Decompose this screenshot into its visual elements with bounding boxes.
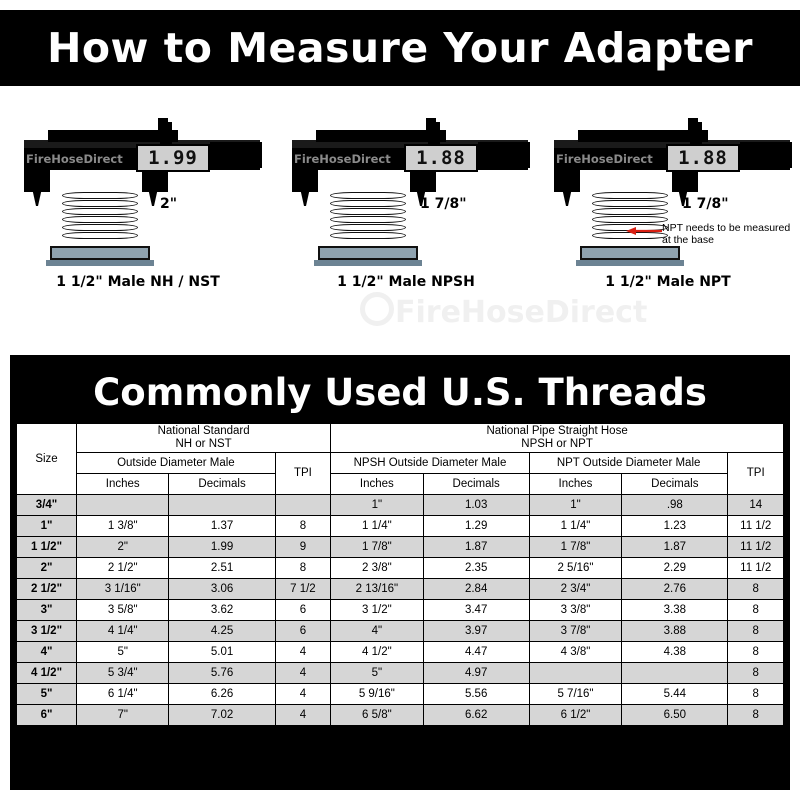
cell-nh-dec: 4.25 bbox=[169, 621, 275, 642]
caliper-thumb-post bbox=[158, 118, 168, 132]
header-size: Size bbox=[17, 424, 77, 495]
cell-npsh-in: 3 1/2" bbox=[331, 600, 423, 621]
cell-nh-dec: 3.06 bbox=[169, 579, 275, 600]
cell-npsh-in: 1" bbox=[331, 495, 423, 516]
header-npt-tpi: TPI bbox=[728, 453, 784, 495]
header-nh-tpi: TPI bbox=[275, 453, 330, 495]
cell-nh-in: 7" bbox=[77, 705, 169, 726]
cell-npsh-in: 5" bbox=[331, 663, 423, 684]
cell-size: 4 1/2" bbox=[17, 663, 77, 684]
cell-nh-in: 3 5/8" bbox=[77, 600, 169, 621]
cell-npt-in: 1" bbox=[529, 495, 621, 516]
thread-stack bbox=[62, 192, 138, 246]
cell-npt-dec: 4.38 bbox=[622, 642, 728, 663]
watermark-strip-text: FireHoseDirect bbox=[556, 152, 653, 166]
table-row bbox=[17, 579, 784, 600]
cell-nh-tpi: 9 bbox=[275, 537, 330, 558]
cell-nh-in: 3 1/16" bbox=[77, 579, 169, 600]
cell-npsh-dec: 1.03 bbox=[423, 495, 529, 516]
caliper-display bbox=[666, 144, 740, 172]
cell-size: 2 1/2" bbox=[17, 579, 77, 600]
diagram-area bbox=[0, 100, 800, 350]
cell-nh-dec: 3.62 bbox=[169, 600, 275, 621]
cell-nh-tpi: 7 1/2 bbox=[275, 579, 330, 600]
cell-size: 3/4" bbox=[17, 495, 77, 516]
caliper-thumb-post bbox=[426, 118, 436, 132]
caliper-display bbox=[136, 144, 210, 172]
thread-base-shadow bbox=[576, 260, 684, 266]
cell-npt-tpi: 14 bbox=[728, 495, 784, 516]
cell-nh-in: 5 3/4" bbox=[77, 663, 169, 684]
cell-npt-tpi: 8 bbox=[728, 642, 784, 663]
page-title-bar bbox=[0, 10, 800, 86]
table-row bbox=[17, 558, 784, 579]
thread-stack bbox=[330, 192, 406, 246]
cell-npt-dec: 2.76 bbox=[622, 579, 728, 600]
caliper-fixed-jaw-tip bbox=[32, 188, 42, 206]
cell-npt-tpi: 8 bbox=[728, 684, 784, 705]
cell-nh-in: 5" bbox=[77, 642, 169, 663]
cell-npsh-in: 2 3/8" bbox=[331, 558, 423, 579]
cell-nh-in: 4 1/4" bbox=[77, 621, 169, 642]
thread-base-shadow bbox=[46, 260, 154, 266]
cell-npsh-in: 2 13/16" bbox=[331, 579, 423, 600]
cell-nh-tpi bbox=[275, 495, 330, 516]
header-nh-od: Outside Diameter Male bbox=[77, 453, 276, 474]
cell-size: 2" bbox=[17, 558, 77, 579]
cell-npt-tpi: 8 bbox=[728, 705, 784, 726]
cell-nh-tpi: 6 bbox=[275, 600, 330, 621]
cell-nh-dec bbox=[169, 495, 275, 516]
cell-npsh-dec: 6.62 bbox=[423, 705, 529, 726]
cell-npsh-in: 1 1/4" bbox=[331, 516, 423, 537]
header-npt-od: NPT Outside Diameter Male bbox=[529, 453, 728, 474]
cell-nh-tpi: 4 bbox=[275, 642, 330, 663]
diagram-caption-1: 1 1/2" Male NH / NST bbox=[56, 274, 220, 290]
header-national-standard bbox=[77, 424, 331, 453]
table-row bbox=[17, 663, 784, 684]
table-row bbox=[17, 600, 784, 621]
caliper-fixed-jaw bbox=[292, 148, 318, 192]
cell-npsh-in: 4 1/2" bbox=[331, 642, 423, 663]
caliper-fixed-jaw-tip bbox=[300, 188, 310, 206]
cell-npt-in: 6 1/2" bbox=[529, 705, 621, 726]
caliper-diagram-1 bbox=[10, 100, 266, 300]
cell-size: 1" bbox=[17, 516, 77, 537]
cell-nh-in: 6 1/4" bbox=[77, 684, 169, 705]
cell-size: 3 1/2" bbox=[17, 621, 77, 642]
cell-npt-dec: .98 bbox=[622, 495, 728, 516]
cell-npsh-in: 1 7/8" bbox=[331, 537, 423, 558]
cell-npsh-dec: 3.97 bbox=[423, 621, 529, 642]
cell-nh-in: 2 1/2" bbox=[77, 558, 169, 579]
cell-nh-dec: 2.51 bbox=[169, 558, 275, 579]
cell-npsh-in: 4" bbox=[331, 621, 423, 642]
cell-npt-in bbox=[529, 663, 621, 684]
header-ns-line2: NH or NST bbox=[175, 438, 232, 450]
cell-npt-dec bbox=[622, 663, 728, 684]
cell-nh-in: 1 3/8" bbox=[77, 516, 169, 537]
watermark-text: FireHoseDirect bbox=[395, 295, 648, 330]
cell-npsh-dec: 4.97 bbox=[423, 663, 529, 684]
cell-npsh-dec: 5.56 bbox=[423, 684, 529, 705]
header-pipe-straight bbox=[331, 424, 784, 453]
cell-size: 3" bbox=[17, 600, 77, 621]
cell-npt-dec: 5.44 bbox=[622, 684, 728, 705]
thread-stack bbox=[592, 192, 668, 246]
cell-nh-tpi: 4 bbox=[275, 684, 330, 705]
thread-base-shadow bbox=[314, 260, 422, 266]
cell-npt-tpi: 8 bbox=[728, 621, 784, 642]
table-row bbox=[17, 537, 784, 558]
caliper-fixed-jaw bbox=[24, 148, 50, 192]
cell-npt-in: 1 7/8" bbox=[529, 537, 621, 558]
caliper-tail bbox=[210, 142, 262, 168]
cell-nh-dec: 5.01 bbox=[169, 642, 275, 663]
cell-npt-tpi: 11 1/2 bbox=[728, 516, 784, 537]
cell-npsh-dec: 1.87 bbox=[423, 537, 529, 558]
header-ps-line2: NPSH or NPT bbox=[521, 438, 593, 450]
cell-nh-in: 2" bbox=[77, 537, 169, 558]
diagram-caption-3: 1 1/2" Male NPT bbox=[605, 274, 731, 290]
header-npt-decimals: Decimals bbox=[622, 474, 728, 495]
table-row bbox=[17, 621, 784, 642]
cell-npt-dec: 3.38 bbox=[622, 600, 728, 621]
cell-nh-dec: 1.37 bbox=[169, 516, 275, 537]
cell-npt-dec: 2.29 bbox=[622, 558, 728, 579]
cell-nh-dec: 7.02 bbox=[169, 705, 275, 726]
caliper-diagram-3 bbox=[540, 100, 796, 300]
table-row bbox=[17, 684, 784, 705]
npt-arrow-icon bbox=[626, 226, 662, 236]
caliper-tail bbox=[478, 142, 530, 168]
cell-nh-tpi: 8 bbox=[275, 516, 330, 537]
thread-base bbox=[50, 246, 150, 260]
threads-table bbox=[16, 423, 784, 726]
cell-npsh-in: 6 5/8" bbox=[331, 705, 423, 726]
header-ns-line1: National Standard bbox=[157, 425, 250, 437]
measure-label-2: 1 7/8" bbox=[420, 196, 467, 212]
header-nh-inches: Inches bbox=[77, 474, 169, 495]
cell-size: 1 1/2" bbox=[17, 537, 77, 558]
measure-label-3: 1 7/8" bbox=[682, 196, 729, 212]
cell-npt-tpi: 8 bbox=[728, 600, 784, 621]
table-row bbox=[17, 705, 784, 726]
cell-npsh-dec: 1.29 bbox=[423, 516, 529, 537]
cell-size: 5" bbox=[17, 684, 77, 705]
cell-npt-in: 5 7/16" bbox=[529, 684, 621, 705]
cell-npt-in: 4 3/8" bbox=[529, 642, 621, 663]
table-header-row-groups bbox=[17, 424, 784, 453]
cell-nh-dec: 6.26 bbox=[169, 684, 275, 705]
cell-size: 4" bbox=[17, 642, 77, 663]
watermark-strip-text: FireHoseDirect bbox=[26, 152, 123, 166]
cell-npt-dec: 6.50 bbox=[622, 705, 728, 726]
cell-npsh-dec: 4.47 bbox=[423, 642, 529, 663]
cell-npt-in: 2 5/16" bbox=[529, 558, 621, 579]
header-npsh-inches: Inches bbox=[331, 474, 423, 495]
caliper-reading: 1.99 bbox=[148, 147, 198, 169]
cell-nh-tpi: 4 bbox=[275, 663, 330, 684]
cell-nh-dec: 5.76 bbox=[169, 663, 275, 684]
cell-nh-tpi: 6 bbox=[275, 621, 330, 642]
cell-npt-in: 1 1/4" bbox=[529, 516, 621, 537]
caliper-thumb-post bbox=[688, 118, 698, 132]
cell-npt-in: 2 3/4" bbox=[529, 579, 621, 600]
watermark-strip-text: FireHoseDirect bbox=[294, 152, 391, 166]
header-npsh-od: NPSH Outside Diameter Male bbox=[331, 453, 530, 474]
thread-base bbox=[318, 246, 418, 260]
cell-npsh-dec: 3.47 bbox=[423, 600, 529, 621]
cell-npsh-in: 5 9/16" bbox=[331, 684, 423, 705]
header-npsh-decimals: Decimals bbox=[423, 474, 529, 495]
cell-npt-tpi: 8 bbox=[728, 579, 784, 600]
cell-npt-tpi: 8 bbox=[728, 663, 784, 684]
cell-nh-tpi: 8 bbox=[275, 558, 330, 579]
cell-npsh-dec: 2.84 bbox=[423, 579, 529, 600]
caliper-diagram-2 bbox=[278, 100, 534, 300]
diagram-caption-2: 1 1/2" Male NPSH bbox=[337, 274, 475, 290]
cell-npt-dec: 1.23 bbox=[622, 516, 728, 537]
threads-table-section bbox=[10, 355, 790, 790]
caliper-fixed-jaw bbox=[554, 148, 580, 192]
table-header-row-units bbox=[17, 474, 784, 495]
caliper-tail bbox=[740, 142, 792, 168]
page-title: How to Measure Your Adapter bbox=[47, 24, 753, 72]
thread-base bbox=[580, 246, 680, 260]
header-nh-decimals: Decimals bbox=[169, 474, 275, 495]
caliper-reading: 1.88 bbox=[416, 147, 466, 169]
cell-npt-in: 3 7/8" bbox=[529, 621, 621, 642]
cell-npt-dec: 3.88 bbox=[622, 621, 728, 642]
table-body bbox=[17, 495, 784, 726]
cell-size: 6" bbox=[17, 705, 77, 726]
cell-nh-in bbox=[77, 495, 169, 516]
measure-label-1: 2" bbox=[160, 196, 178, 212]
cell-npt-tpi: 11 1/2 bbox=[728, 558, 784, 579]
caliper-reading: 1.88 bbox=[678, 147, 728, 169]
cell-nh-dec: 1.99 bbox=[169, 537, 275, 558]
table-row bbox=[17, 642, 784, 663]
cell-npsh-dec: 2.35 bbox=[423, 558, 529, 579]
cell-npt-in: 3 3/8" bbox=[529, 600, 621, 621]
caliper-sliding-jaw-tip bbox=[148, 188, 158, 206]
cell-npt-dec: 1.87 bbox=[622, 537, 728, 558]
table-title: Commonly Used U.S. Threads bbox=[93, 370, 707, 414]
table-row bbox=[17, 495, 784, 516]
table-header-row-sub bbox=[17, 453, 784, 474]
caliper-display bbox=[404, 144, 478, 172]
cell-npt-tpi: 11 1/2 bbox=[728, 537, 784, 558]
table-row bbox=[17, 516, 784, 537]
cell-nh-tpi: 4 bbox=[275, 705, 330, 726]
header-npt-inches: Inches bbox=[529, 474, 621, 495]
header-ps-line1: National Pipe Straight Hose bbox=[486, 425, 628, 437]
npt-note: NPT needs to be measured at the base bbox=[662, 222, 791, 246]
caliper-fixed-jaw-tip bbox=[562, 188, 572, 206]
